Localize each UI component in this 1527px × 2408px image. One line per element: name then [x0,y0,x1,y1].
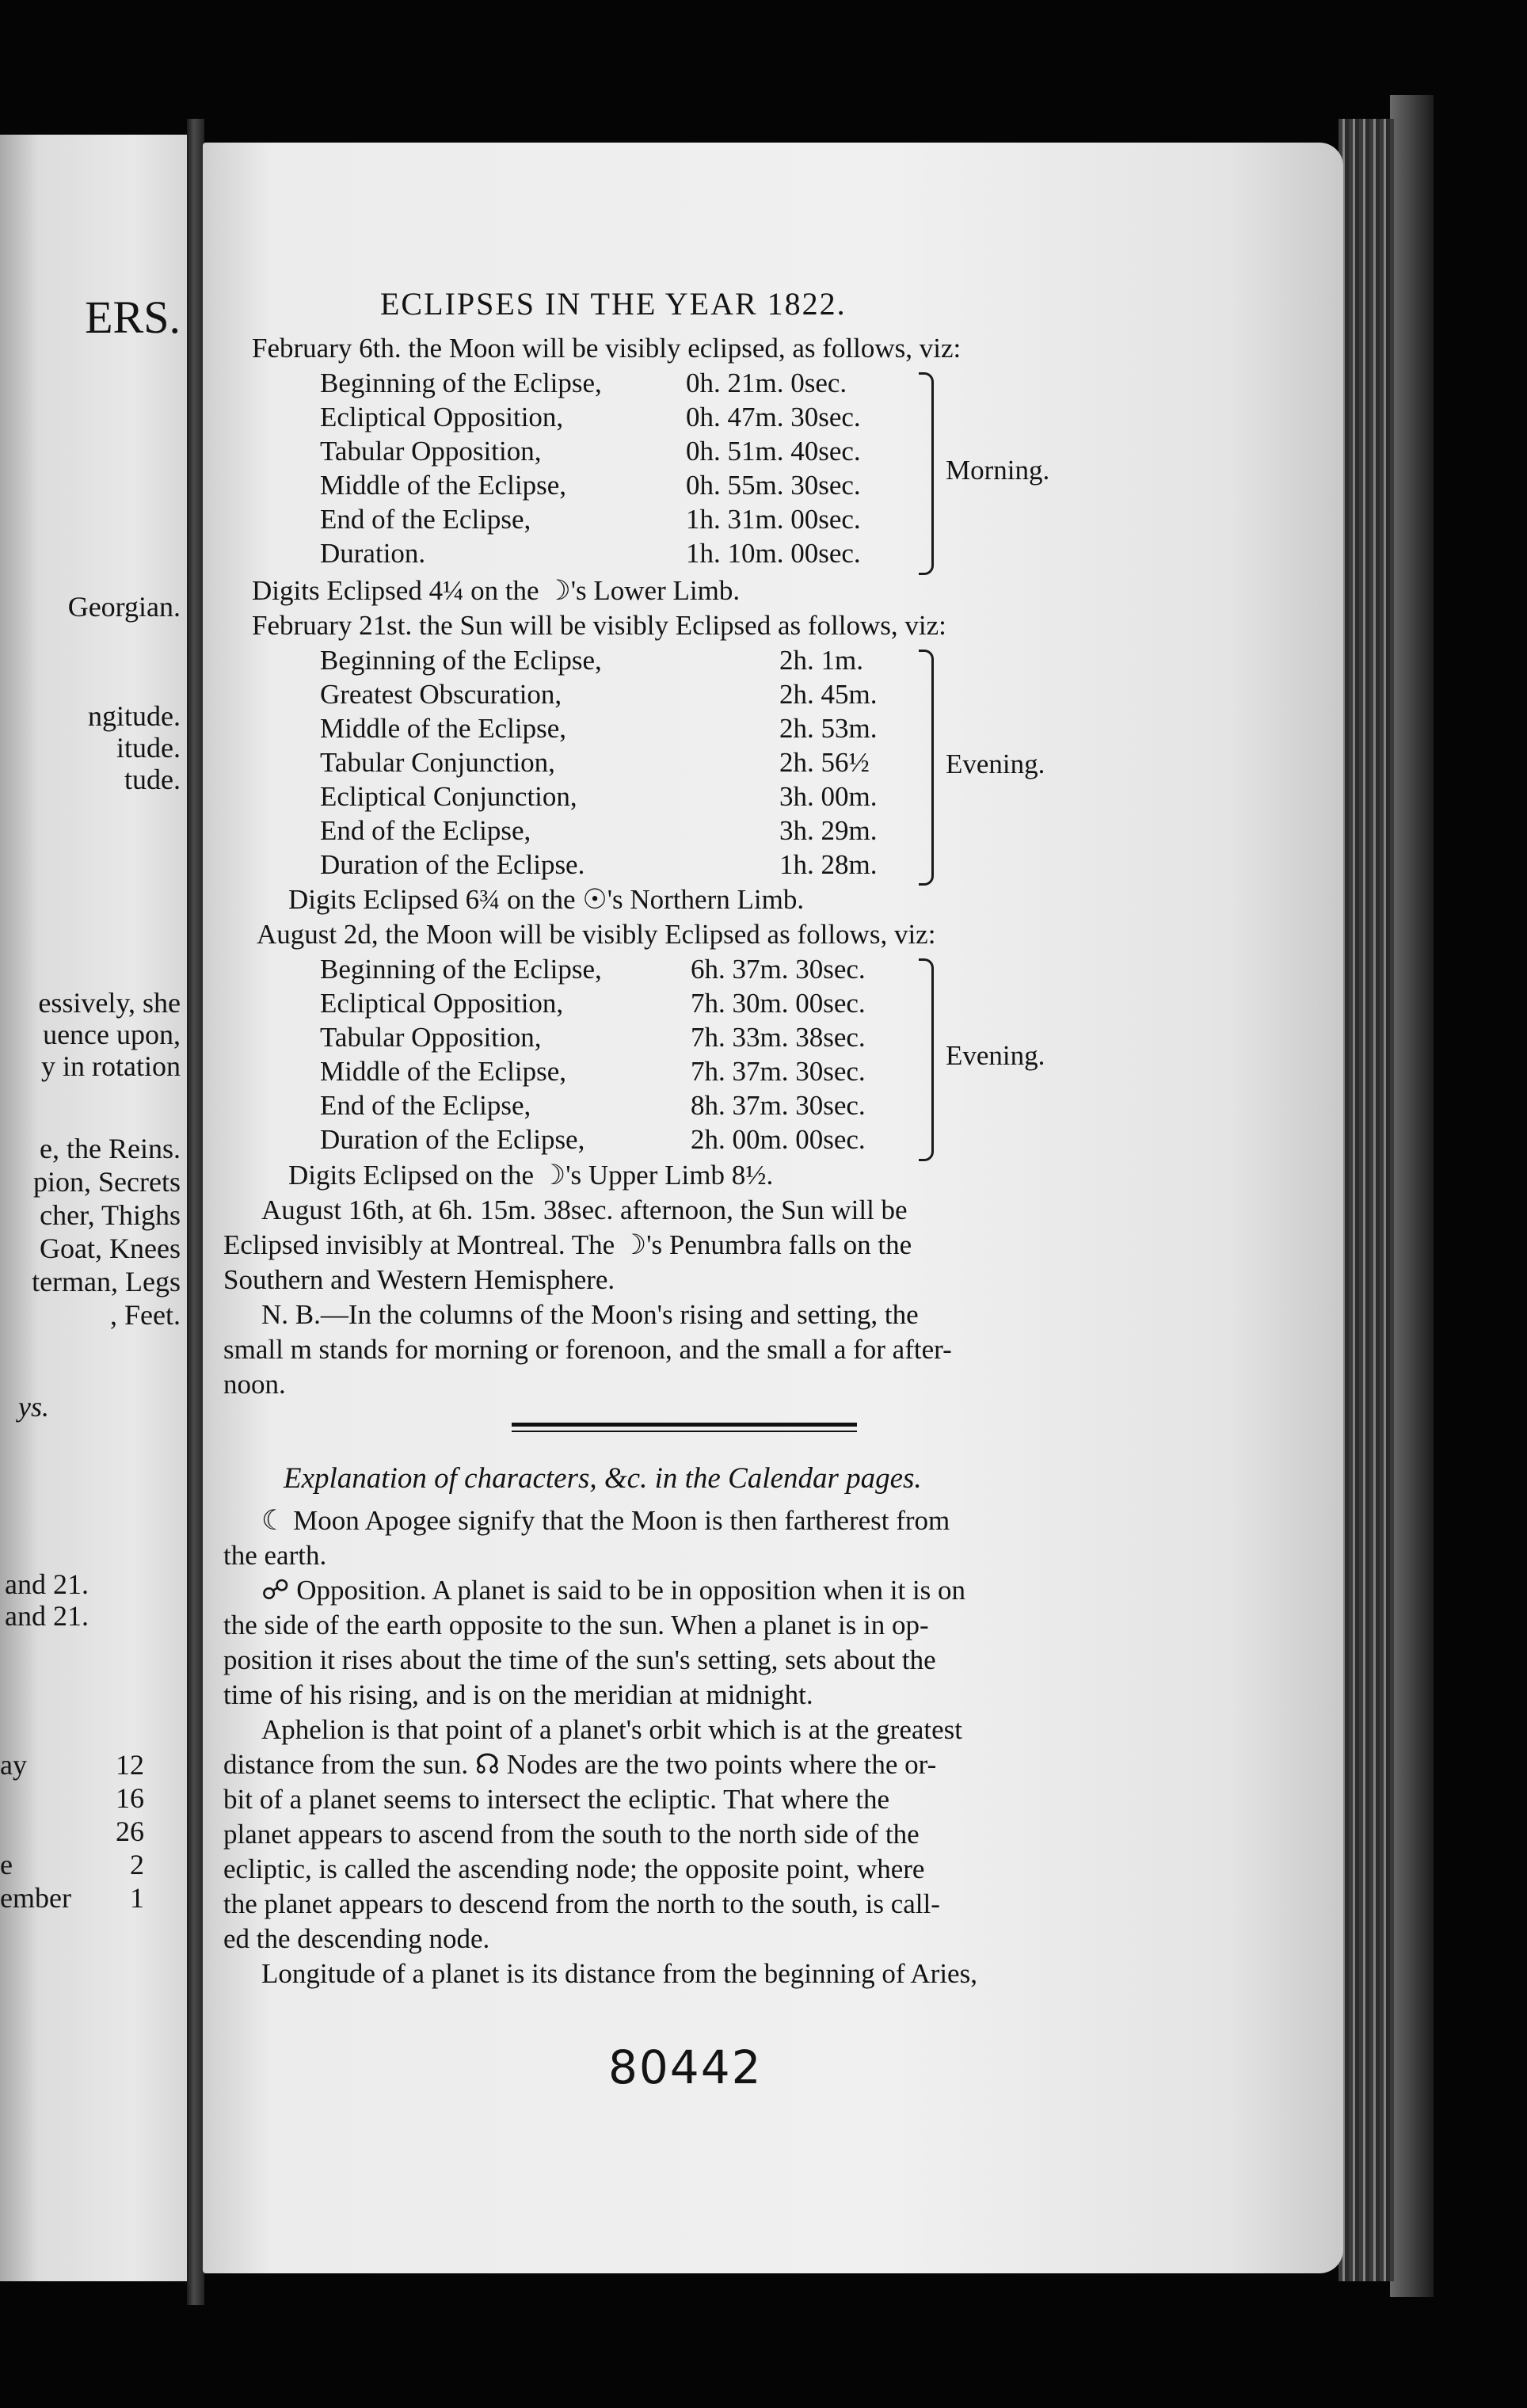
ornamental-rule [512,1423,857,1427]
brace [919,372,934,575]
eclipse-intro-feb6: February 6th. the Moon will be visibly eclipsed, as follows, viz: [252,333,962,364]
left-line-italic: ys. [18,1391,49,1423]
handwritten-catalog-number: 80442 [608,2040,763,2094]
page-title: ECLIPSES IN THE YEAR 1822. [380,286,847,322]
book-binding-edge [1390,95,1434,2297]
brace-label: Evening. [946,1040,1045,1071]
explanation-body: ☾ Moon Apogee signify that the Moon is then fartherest from the earth. ☍ Opposition. A planet is said to be in opposition when it is on the side of the earth opposite to the sun. When a planet is in op- position it rises about the time of the sun's setting, sets about the time of his rising, and is on the meridian at midnight. Aphelion is that point of a planet's orbit which is at the greatest distance from the sun. ☊ Nodes are the two points where the or- bit of a planet seems to intersect the ecliptic. That where the planet appears to ascend from the south to the north side of the ecliptic, is called the ascending node; the opposite point, where the planet appears to descend from the north to the south, is call- ed the descending node. Longitude of a planet is its distance from the beginning of Aries, [223,1505,977,1989]
left-line: cher, Thighs [40,1199,181,1231]
left-date: and 21. [5,1568,89,1600]
left-line: pion, Secrets [33,1166,181,1198]
left-line: ngitude. [88,700,181,732]
aug16-paragraph: August 16th, at 6h. 15m. 38sec. afternoon, the Sun will be Eclipsed invisibly at Montreal. The ☽'s Penumbra falls on the Southern and Western Hemisphere. N. B.—In the columns of the Moon's rising and setting, the small m stands for morning or forenoon, and the small a for after- noon. [223,1193,1150,1402]
brace-label: Evening. [946,749,1045,779]
nb-line: N. B.—In the columns of the Moon's rising and setting, the [261,1299,919,1330]
left-date: and 21. [5,1600,89,1632]
eclipse-intro-feb21: February 21st. the Sun will be visibly Eclipsed as follows, viz: [252,610,946,641]
left-line: , Feet. [110,1299,181,1331]
brace [919,958,934,1161]
brace-label: Morning. [946,455,1050,486]
left-line: Goat, Knees [40,1233,181,1264]
eclipse-intro-aug2: August 2d, the Moon will be visibly Eclipsed as follows, viz: [257,919,936,950]
left-line: uence upon, [43,1019,181,1050]
digits-eclipsed: Digits Eclipsed 4¼ on the ☽'s Lower Limb. [252,575,741,606]
left-page: ERS. Georgian. ngitude. itude. tude. essively, she uence upon, y in rotation e, the Reins. pion, Secrets cher, Thighs Goat, Knees terman, Legs , Feet. ys. and 21. and 21. ay 12 16 26 e 2 ember 1 [0,135,192,2281]
page-edges [1339,119,1394,2281]
left-line: y in rotation [41,1050,181,1082]
digits-eclipsed: Digits Eclipsed 6¾ on the ☉'s Northern Limb. [288,884,805,915]
nb-line: noon. [223,1369,286,1400]
brace [919,650,934,886]
digits-eclipsed: Digits Eclipsed on the ☽'s Upper Limb 8½. [288,1160,774,1191]
left-line: terman, Legs [32,1266,181,1297]
left-line: essively, she [38,987,181,1019]
left-line: Georgian. [67,591,181,623]
left-line: tude. [124,764,181,795]
scanned-book-spread: ERS. Georgian. ngitude. itude. tude. essively, she uence upon, y in rotation e, the Reins. pion, Secrets cher, Thighs Goat, Knees terman, Legs , Feet. ys. and 21. and 21. ay 12 16 26 e 2 ember 1 ECLIPSES IN THE YEAR 1822. February 6th. the Moon will be visibly eclipsed, as follows, viz: Beginning of the Eclipse, 0h. 21m. 0sec. Ecliptical Opposition, 0h. 47m. 30sec. Tabular Opposition, 0h. 51m. 40sec. Middle of the Eclipse, 0h. 55m. 30sec. End of the Eclipse, 1h. 31m. 00sec. Duration. 1h. 10m. 00sec. Morning. Digits Eclipsed 4¼ on the ☽'s Lower Limb. February 21st. the Sun will be visibly Eclipsed as follows, viz: Beginning of the Eclipse, 2h. 1m. Greatest Obscuration, 2h. 45m. Middle of the Eclipse, 2h. 53m. Tabular Conjunction, 2h. 56½ Ecliptical Conjunction, 3h. 00m. End of the Eclipse, 3h. 29m. Duration of the Eclipse. 1h. 28m. Evening. Digits Eclipsed 6¾ on the ☉'s Northern Limb. August 2d, the Moon will be visibly Eclipsed as follows, viz: Beginning of the Eclipse, 6h. 37m. 30sec. Ecliptical Opposition, 7h. 30m. 00sec. Tabular Opposition, 7h. 33m. 38sec. Middle of the Eclipse, 7h. 37m. 30sec. End of the Eclipse, 8h. 37m. 30sec. Duration of the Eclipse, 2h. 00m. 00sec. Evening. Digits Eclipsed on the ☽'s Upper Limb 8½. August 16th, at 6h. 15m. 38sec. afternoon, the Sun will be Eclipsed invisibly at Montreal. The ☽'s Penumbra falls on the Southern and Western Hemisphere. N. B.—In the columns of the Moon's rising and setting, the small m stands for morning or forenoon, and the small a for after- noon. Explanation of characters, &c. in the Calendar pages. ☾ Moon Apogee signify that the Moon is then fartherest from the earth. ☍ Opposition. A planet is said to be in opposition when it is on the side of the earth opposite to the sun. When a planet is in op- position it rises about the time of the sun's setting, sets about the time of his rising, and is on the meridian at midnight. Aphelion is that point of a planet's orbit which is at the greatest distance from the sun. ☊ Nodes are the two points where the or- bit of a planet seems to intersect the ecliptic. That where the planet appears to ascend from the south to the north side of the ecliptic, is called the ascending node; the opposite point, where the planet appears to descend from the north to the south, is call- ed the descending node. Longitude of a planet is its distance from the beginning of Aries, 80442 [0,0,1527,2408]
left-line: itude. [116,732,181,764]
nb-line: small m stands for morning or forenoon, and the small a for after- [223,1334,952,1365]
left-line: e, the Reins. [40,1133,181,1164]
ornamental-rule-thin [512,1431,857,1432]
page-gutter [187,119,204,2305]
explanation-heading: Explanation of characters, &c. in the Calendar pages. [284,1462,922,1495]
left-heading: ERS. [85,291,181,343]
